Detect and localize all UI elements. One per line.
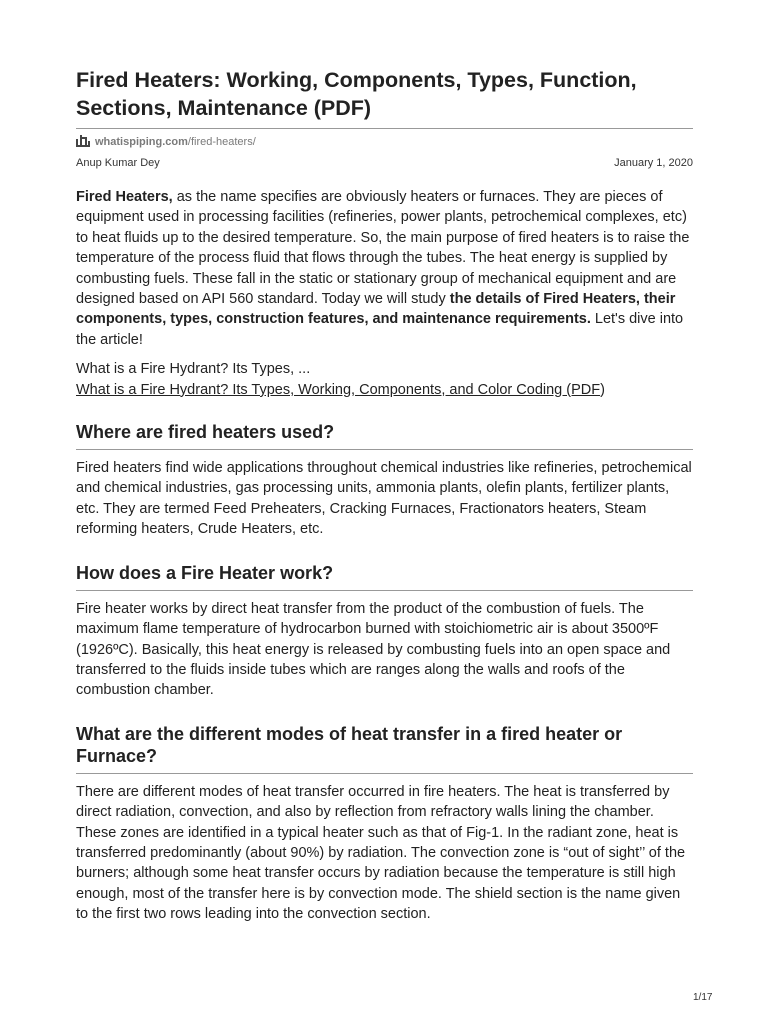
section-divider <box>76 773 693 774</box>
title-divider <box>76 128 693 129</box>
section-divider <box>76 449 693 450</box>
section-heading: What are the different modes of heat transfer in a fired heater or Furnace? <box>76 723 623 766</box>
intro-text-1: as the name specifies are obviously heaters or furnaces. They are pieces of equipment used in processing facilities (refineries, power plants, petrochemical complexes, etc) to heat fluids up to the desired temperature. So, the main purpose of fired heaters is to raise the temperature of the process fluid that flows through the tubes. The heat energy is supplied by combusting fuels. These fall in the static or stationary group of mechanical equipment and are designed based on API 560 standard. Today we will study <box>76 189 690 308</box>
author: Anup Kumar Dey <box>76 157 160 169</box>
section-heading: How does a Fire Heater work? <box>76 562 334 583</box>
section-divider <box>76 590 693 591</box>
section-body: There are different modes of heat transfer occurred in fire heaters. The heat is transferred by direct radiation, convection, and also by reflection from refractory walls lining the chamber. These zones are identified in a typical heater such as that of Fig-1. In the radiant zone, heat is transferred predominantly (about 90%) by radiation. The convection zone is “out of sight’’ of the burners; although some heat transfer occurs by radiation because the temperature is still high enough, most of the transfer here is by convection mode. The shield section is the name given to the first two rows leading into the convection section. <box>76 783 686 923</box>
intro-paragraph <box>76 187 693 350</box>
site-favicon-icon <box>76 135 90 149</box>
section-body: Fired heaters find wide applications throughout chemical industries like refineries, petrochemical and chemical industries, gas processing units, ammonia plants, olefin plants, fertilizer plants, etc. They are termed Feed Preheaters, Cracking Furnaces, Fractionators heaters, Steam reforming heaters, Crude Heaters, etc. <box>76 460 692 538</box>
related-link-close: ) <box>600 381 605 398</box>
related-article-link[interactable]: What is a Fire Hydrant? Its Types, Working, Components, and Color Coding (PDF <box>76 381 601 398</box>
intro-lead: Fired Heaters, <box>76 189 173 205</box>
page-title: Fired Heaters: Working, Components, Types, Function, Sections, Maintenance (PDF) <box>76 68 637 120</box>
source-path: /fired-heaters/ <box>187 136 256 148</box>
source-domain-link[interactable]: whatispiping.com <box>95 136 188 148</box>
related-article <box>76 359 693 400</box>
related-teaser: What is a Fire Hydrant? Its Types, ... <box>76 361 311 378</box>
article <box>76 66 693 925</box>
section-heat-transfer-modes <box>76 723 693 925</box>
source-line <box>76 134 693 150</box>
section-body: Fire heater works by direct heat transfer from the product of the combustion of fuels. The maximum flame temperature of hydrocarbon burned with stoichiometric air is about 3500ºF (1926ºC). Basically, this heat energy is released by combusting fuels into an open space and transferred to the fluids inside tubes which are ranges along the walls and roofs of the combustion chamber. <box>76 600 671 699</box>
meta-row <box>76 157 693 173</box>
section-how-it-works <box>76 562 693 701</box>
page-number: 1/17 <box>693 992 713 1003</box>
section-where-used <box>76 421 693 540</box>
section-heading: Where are fired heaters used? <box>76 422 335 443</box>
intro-bold: the details of Fired Heaters, their components, types, construction features, and maintenance requirements. <box>76 291 676 328</box>
intro-text-2: Let's dive into the article! <box>76 311 684 348</box>
publish-date: January 1, 2020 <box>614 157 693 169</box>
